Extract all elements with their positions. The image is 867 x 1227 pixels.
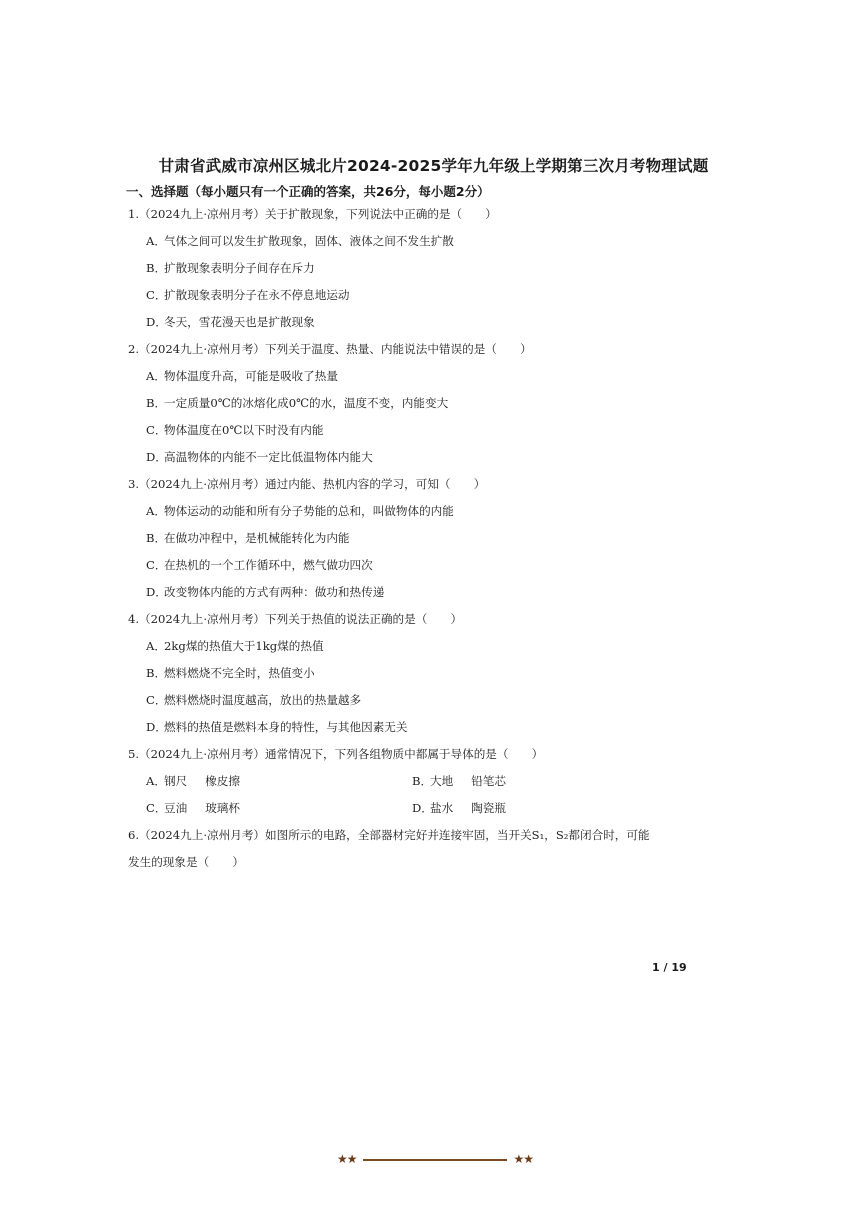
option-letter: D． (146, 720, 167, 734)
question-5-option-c (146, 800, 240, 816)
star-icon: ★★ (513, 1152, 533, 1166)
question-1-stem: 1.（2024九上·凉州月考）关于扩散现象，下列说法中正确的是（ ） (128, 207, 497, 221)
question-3-option-b (146, 530, 350, 546)
question-1-option-a (146, 233, 454, 249)
option-text: 改变物体内能的方式有两种：做功和热传递 (164, 585, 385, 599)
question-5-option-d (412, 800, 506, 816)
option-text: 物体温度升高，可能是吸收了热量 (164, 369, 338, 383)
option-text-2: 铅笔芯 (471, 774, 506, 788)
question-4-option-a (146, 638, 324, 654)
option-text-2: 玻璃杯 (205, 801, 240, 815)
option-text: 盐水 (430, 801, 454, 815)
question-3-option-d (146, 584, 384, 600)
option-text: 在热机的一个工作循环中，燃气做功四次 (164, 558, 373, 572)
option-letter: C． (146, 693, 167, 707)
question-2-option-c (146, 422, 323, 438)
option-letter: C． (146, 801, 167, 815)
option-letter: A． (146, 234, 166, 248)
option-text: 燃料的热值是燃料本身的特性，与其他因素无关 (164, 720, 408, 734)
question-3-option-a (146, 503, 454, 519)
question-2-option-b (146, 395, 448, 411)
option-letter: D． (412, 801, 433, 815)
option-letter: D． (146, 585, 167, 599)
divider-line (363, 1159, 507, 1161)
option-letter: B． (146, 396, 167, 410)
question-6-stem-continued: 发生的现象是（ ） (128, 855, 244, 869)
option-text: 物体温度在0℃以下时没有内能 (164, 423, 324, 437)
option-letter: B． (146, 666, 167, 680)
question-4-option-b (146, 665, 315, 681)
option-text: 物体运动的动能和所有分子势能的总和，叫做物体的内能 (164, 504, 454, 518)
page-number: 1 / 19 (652, 961, 687, 974)
option-text: 扩散现象表明分子在永不停息地运动 (164, 288, 350, 302)
option-text: 钢尺 (164, 774, 188, 788)
option-letter: C． (146, 288, 167, 302)
question-5-option-b (412, 773, 506, 789)
option-text: 扩散现象表明分子间存在斥力 (164, 261, 315, 275)
option-text: 一定质量0℃的冰熔化成0℃的水，温度不变，内能变大 (164, 396, 449, 410)
option-letter: B． (412, 774, 433, 788)
question-4-stem: 4.（2024九上·凉州月考）下列关于热值的说法正确的是（ ） (128, 612, 463, 626)
option-letter: D． (146, 450, 167, 464)
question-1-option-b (146, 260, 315, 276)
option-letter: B． (146, 261, 167, 275)
option-letter: D． (146, 315, 167, 329)
question-1-option-d (146, 314, 315, 330)
option-text: 冬天，雪花漫天也是扩散现象 (164, 315, 315, 329)
option-letter: A． (146, 774, 166, 788)
question-5-option-a (146, 773, 240, 789)
question-3-option-c (146, 557, 373, 573)
option-text: 在做功冲程中，是机械能转化为内能 (164, 531, 350, 545)
option-letter: A． (146, 369, 166, 383)
question-3-stem: 3.（2024九上·凉州月考）通过内能、热机内容的学习，可知（ ） (128, 477, 486, 491)
option-text: 高温物体的内能不一定比低温物体内能大 (164, 450, 373, 464)
star-icon: ★★ (337, 1152, 357, 1166)
section-heading: 一、选择题（每小题只有一个正确的答案，共26分，每小题2分） (126, 184, 490, 199)
footer-decoration (337, 1150, 533, 1168)
option-text: 气体之间可以发生扩散现象，固体、液体之间不发生扩散 (164, 234, 454, 248)
option-text: 大地 (430, 774, 454, 788)
option-letter: B． (146, 531, 167, 545)
question-2-option-a (146, 368, 338, 384)
option-letter: A． (146, 639, 166, 653)
option-letter: C． (146, 423, 167, 437)
page-title: 甘肃省武威市凉州区城北片2024-2025学年九年级上学期第三次月考物理试题 (158, 157, 709, 175)
option-text-2: 陶瓷瓶 (471, 801, 506, 815)
option-letter: C． (146, 558, 167, 572)
option-text: 燃料燃烧不完全时，热值变小 (164, 666, 315, 680)
option-text-2: 橡皮擦 (205, 774, 240, 788)
option-text: 燃料燃烧时温度越高，放出的热量越多 (164, 693, 362, 707)
question-4-option-d (146, 719, 407, 735)
option-text: 豆油 (164, 801, 188, 815)
question-6-stem: 6.（2024九上·凉州月考）如图所示的电路，全部器材完好并连接牢固，当开关S₁，S₂都闭合时，可能 (128, 828, 650, 842)
question-2-option-d (146, 449, 373, 465)
question-2-stem: 2.（2024九上·凉州月考）下列关于温度、热量、内能说法中错误的是（ ） (128, 342, 532, 356)
option-letter: A． (146, 504, 166, 518)
question-5-stem: 5.（2024九上·凉州月考）通常情况下，下列各组物质中都属于导体的是（ ） (128, 747, 544, 761)
option-text: 2kg煤的热值大于1kg煤的热值 (164, 639, 324, 653)
question-1-option-c (146, 287, 350, 303)
question-4-option-c (146, 692, 361, 708)
